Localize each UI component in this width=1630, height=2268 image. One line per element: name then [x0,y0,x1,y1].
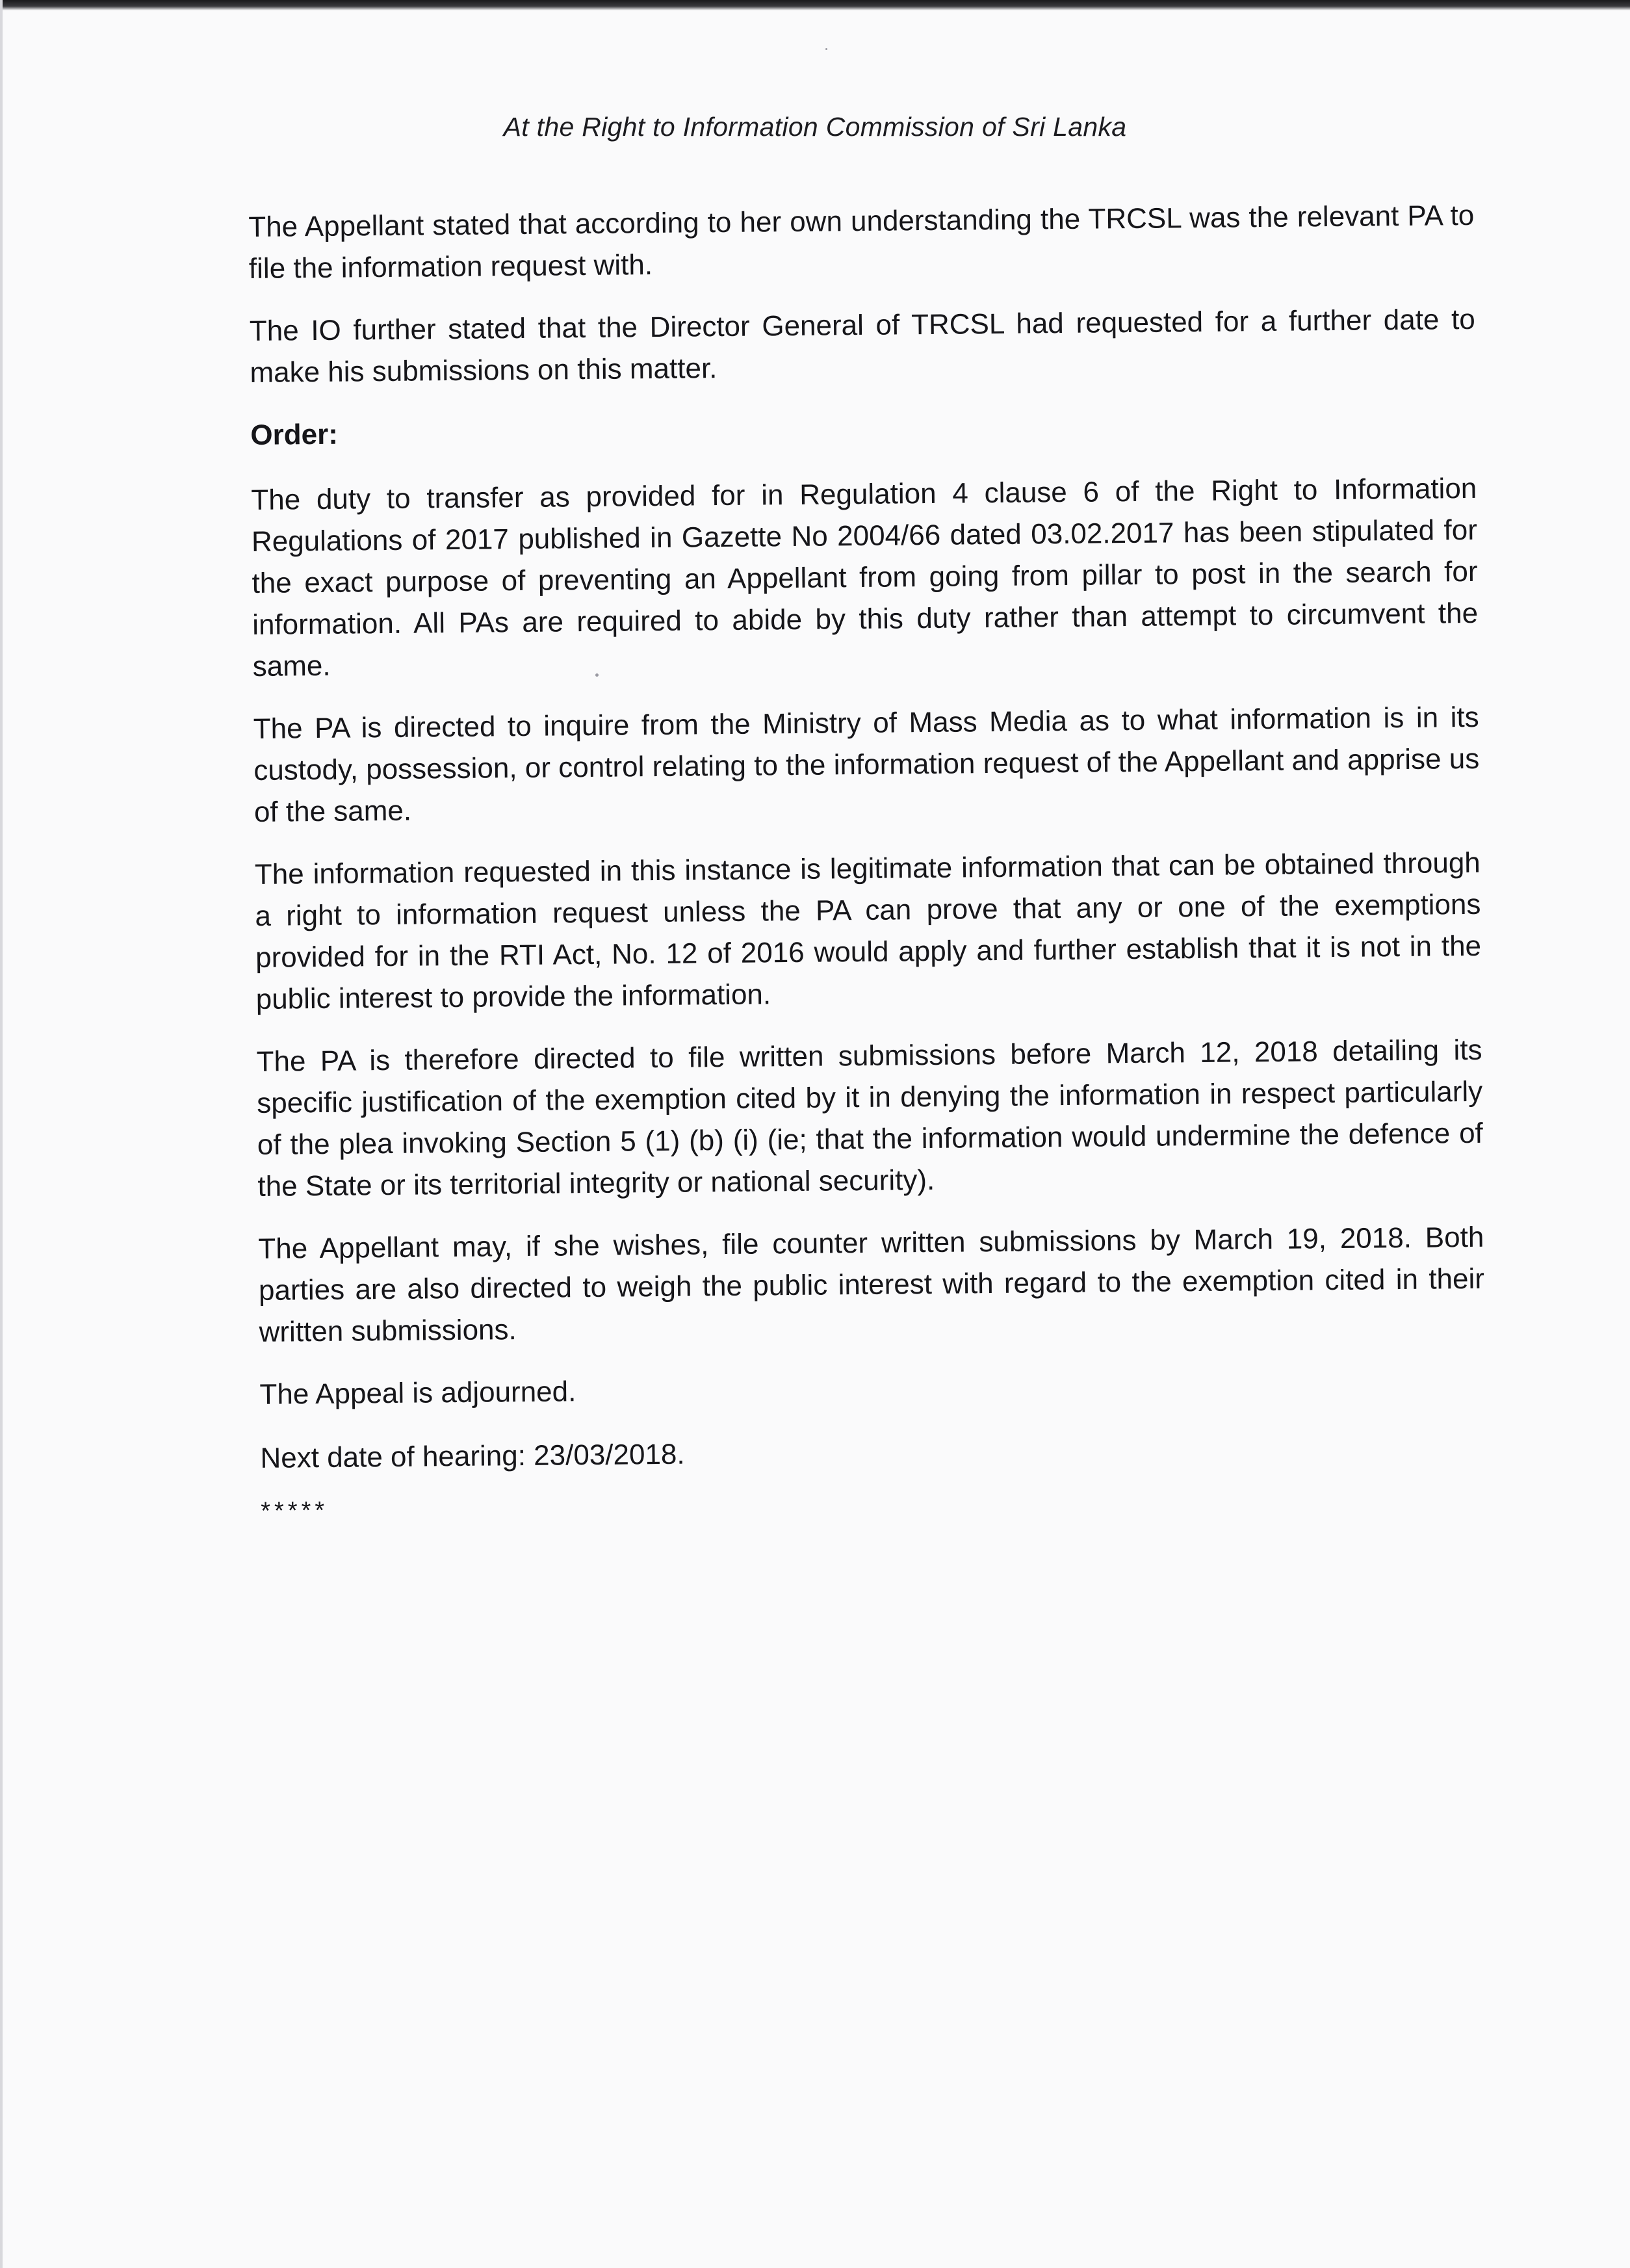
paragraph-written-submissions: The PA is therefore directed to file written submissions before March 12, 2018 detailing its specific justification of the exemption cited by it in denying the information in respect particularly of the plea invoking Section 5 (1) (b) (i) (ie; that the information would undermine the defence of the State or its territorial integrity or national security). [256,1034,1484,1203]
appeal-adjourned: The Appeal is adjourned. [259,1375,576,1411]
paragraph-inquire-ministry: The PA is directed to inquire from the Ministry of Mass Media as to what information is in its custody, possession, or control relating to the information request of the Appellant and apprise us of the same. [253,701,1480,828]
paragraph-counter-submissions: The Appellant may, if she wishes, file counter written submissions by March 19, 2018. Both parties are also directed to weigh the public interest with regard to the exemption cited in their written submissions. [258,1221,1485,1348]
paragraph-legitimate-information: The information requested in this instance is legitimate information that can be obtained through a right to information request unless the PA can prove that any or one of the exemptions provided for in the RTI Act, No. 12 of 2016 would apply and further establish that it is not in the public interest to provide the information. [254,846,1482,1015]
page-header: At the Right to Information Commission of Sri Lanka [503,112,1127,142]
end-mark: ***** [261,1496,329,1525]
scan-speck [595,673,599,677]
document-body [248,195,1486,1526]
order-heading: Order: [250,418,339,451]
paragraph-duty-to-transfer: The duty to transfer as provided for in Regulation 4 clause 6 of the Right to Information Regulations of 2017 published in Gazette No 2004/66 dated 03.02.2017 has been stipulated for the exact purpose of preventing an Appellant from going from pillar to post in the search for information. All PAs are required to abide by this duty rather than attempt to circumvent the same. [251,472,1479,683]
paragraph-appellant-statement: The Appellant stated that according to her own understanding the TRCSL was the relevant PA to file the information request with. [248,199,1475,285]
next-hearing-date: Next date of hearing: 23/03/2018. [260,1438,685,1474]
scan-speck [825,48,827,50]
paragraph-io-statement: The IO further stated that the Director General of TRCSL had requested for a further date to make his submissions on this matter. [249,303,1475,389]
